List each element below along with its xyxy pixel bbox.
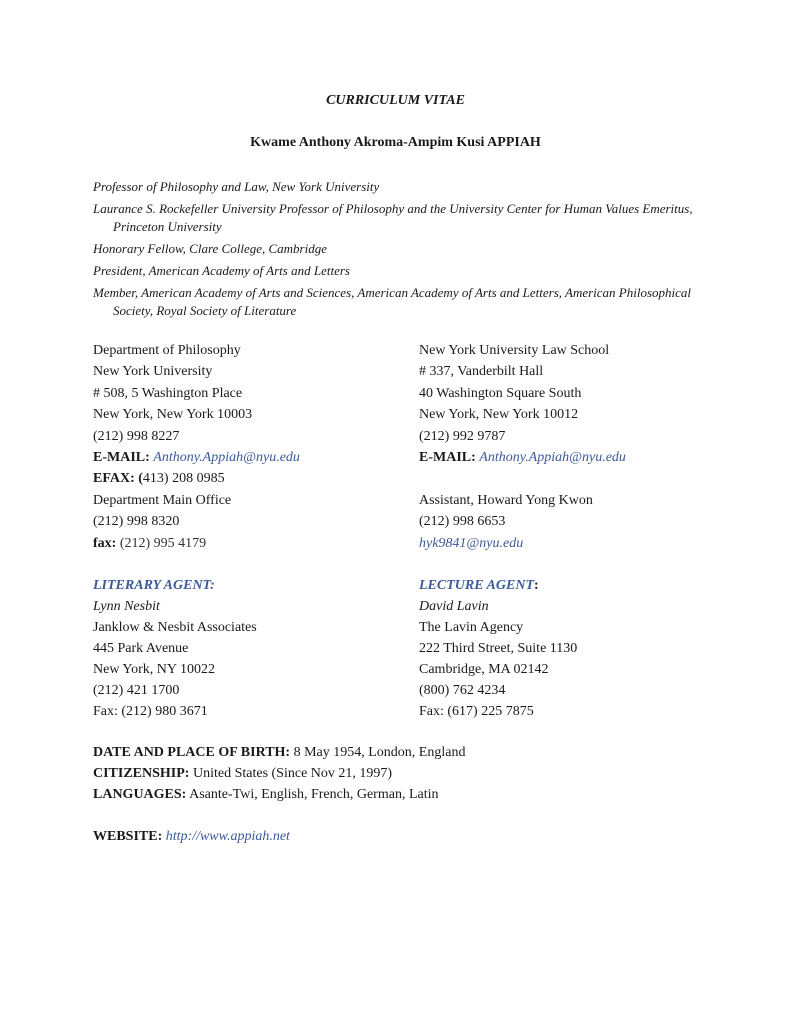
main-office-phone: (212) 998 8320 [93,514,180,530]
positions-list [93,178,733,324]
birth-value: 8 May 1954, London, England [293,745,466,760]
email-link[interactable]: Anthony.Appiah@nyu.edu [479,449,626,465]
agent-phone: (800) 762 4234 [419,683,506,698]
lecture-agent-block [419,575,739,722]
email-label: E-MAIL: [419,449,476,465]
position-item: Laurance S. Rockefeller University Professor of Philosophy and the University Center for Human Values Emeritus, Princeton University [93,201,693,234]
fax-row [93,533,393,554]
fax-label: fax: [93,535,117,551]
citizenship-value: United States (Since Nov 21, 1997) [192,766,393,781]
philosophy-contact-block [93,340,393,554]
lecture-agent-heading [419,575,739,596]
spacer-line [419,468,739,489]
literary-agent-heading: LITERARY AGENT: [93,578,215,593]
law-school-contact-block [419,340,739,554]
lecture-agent-heading-text: LECTURE AGENT [419,578,534,593]
languages-value: Asante-Twi, English, French, German, Latin [189,787,439,802]
agent-address: 445 Park Avenue [93,641,189,656]
person-name: Kwame Anthony Akroma-Ampim Kusi APPIAH [250,135,541,150]
website-link[interactable]: http://www.appiah.net [165,829,290,844]
assistant-email-link[interactable]: hyk9841@nyu.edu [419,535,524,551]
citizenship-label: CITIZENSHIP: [93,766,190,781]
hall-address: # 337, Vanderbilt Hall [419,364,544,380]
languages-label: LANGUAGES: [93,787,187,802]
city-line: New York, New York 10003 [93,407,253,423]
birth-label: DATE AND PLACE OF BIRTH: [93,745,291,760]
lecture-agent-heading-colon: : [534,578,539,593]
street-address: # 508, 5 Washington Place [93,385,243,401]
efax-row [93,468,393,489]
position-item: Member, American Academy of Arts and Sciences, American Academy of Arts and Letters, American Philosophical Society, Royal Society of Literature [93,285,692,318]
personal-facts [93,742,733,805]
school-name: New York University Law School [419,343,610,358]
languages-row [93,784,733,805]
assistant-name: Assistant, Howard Yong Kwon [419,492,593,508]
website-row [93,826,290,847]
assistant-phone: (212) 998 6653 [419,514,506,530]
agent-city: Cambridge, MA 02142 [419,662,549,677]
phone-number: (212) 998 8227 [93,428,180,444]
document-title: CURRICULUM VITAE [326,93,465,108]
agent-city: New York, NY 10022 [93,662,215,677]
position-item: Honorary Fellow, Clare College, Cambridge [93,241,327,256]
email-row [93,447,393,468]
position-item: President, American Academy of Arts and Letters [93,263,350,278]
fax-number: (212) 995 4179 [119,535,207,551]
agent-company: The Lavin Agency [419,620,524,635]
agent-address: 222 Third Street, Suite 1130 [419,641,578,656]
university-name: New York University [93,364,213,380]
position-item: Professor of Philosophy and Law, New York University [93,179,380,194]
efax-label: EFAX: ( [93,471,143,487]
literary-agent-block [93,575,393,722]
birth-row [93,742,733,763]
website-label: WEBSITE: [93,829,163,844]
agent-company: Janklow & Nesbit Associates [93,620,257,635]
agent-name: Lynn Nesbit [93,599,160,614]
main-office-label: Department Main Office [93,492,232,508]
email-label: E-MAIL: [93,449,150,465]
agent-fax: Fax: (617) 225 7875 [419,704,534,719]
agent-name: David Lavin [419,599,489,614]
phone-number: (212) 992 9787 [419,428,506,444]
street-address: 40 Washington Square South [419,385,582,401]
department-name: Department of Philosophy [93,343,241,358]
city-line: New York, New York 10012 [419,407,579,423]
assistant-email-row [419,533,739,554]
email-link[interactable]: Anthony.Appiah@nyu.edu [153,449,300,465]
agent-phone: (212) 421 1700 [93,683,180,698]
citizenship-row [93,763,733,784]
email-row [419,447,739,468]
agent-fax: Fax: (212) 980 3671 [93,704,208,719]
efax-number: 413) 208 0985 [142,471,225,487]
